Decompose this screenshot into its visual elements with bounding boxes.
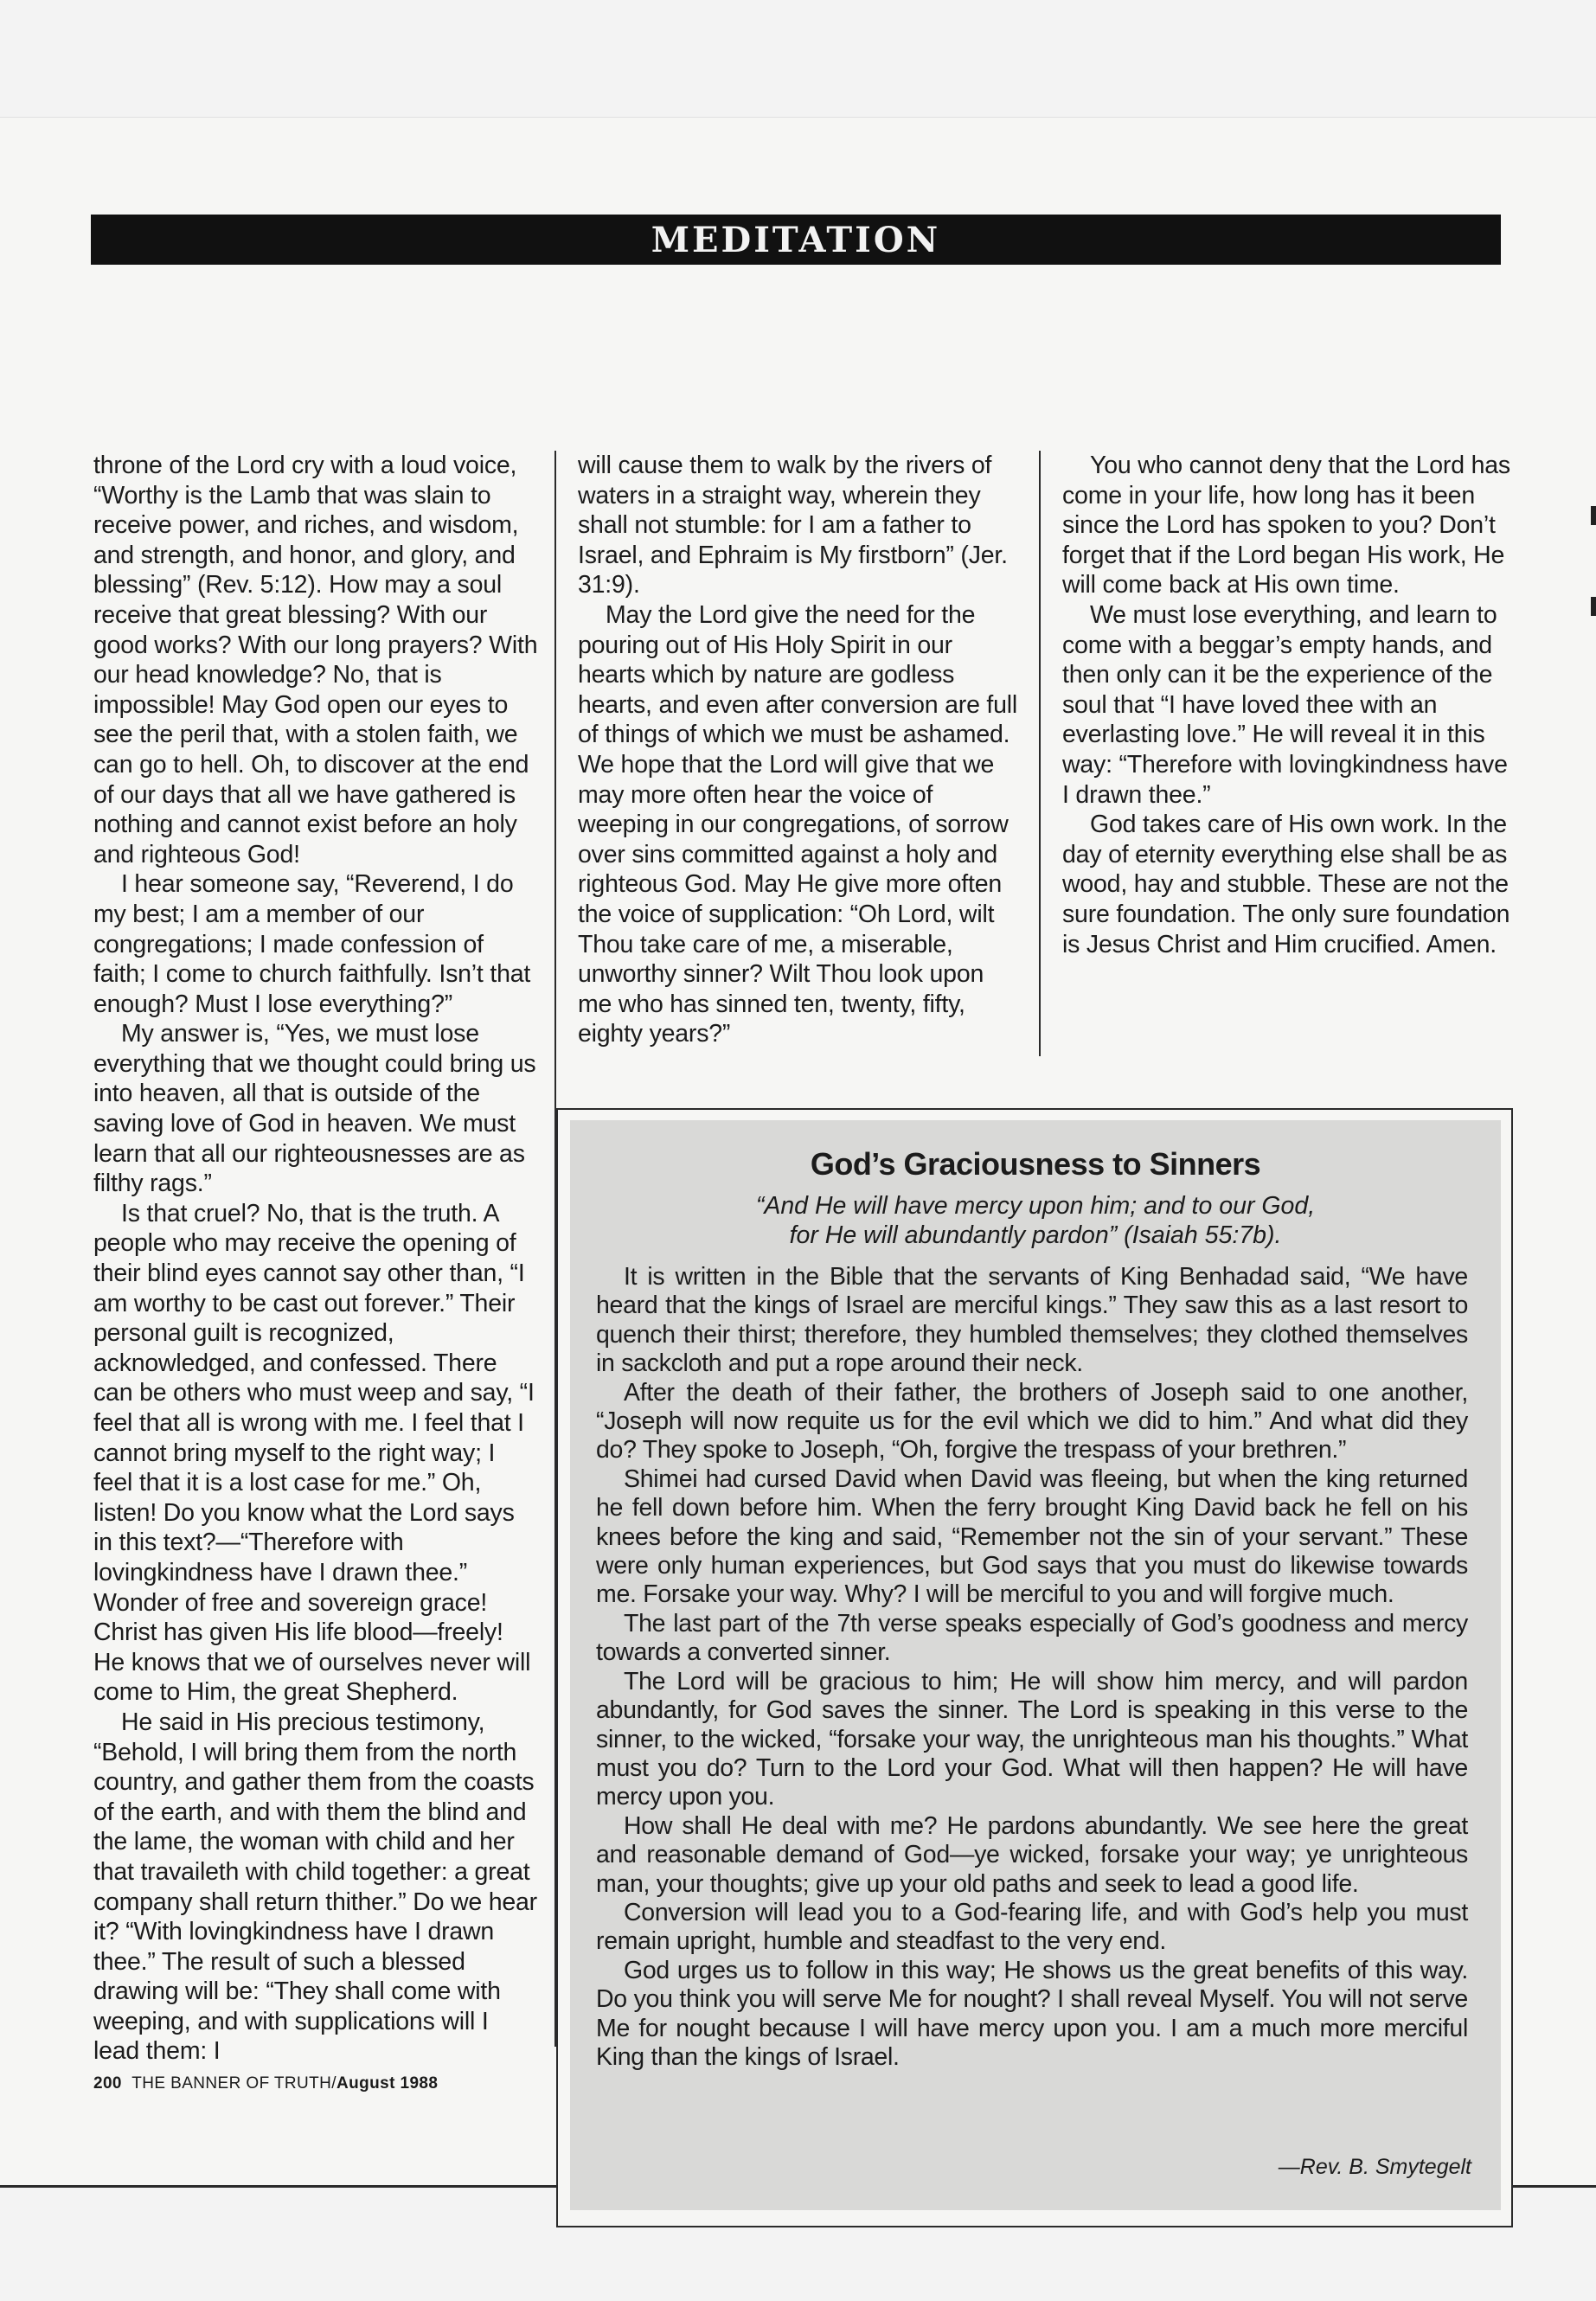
paragraph: throne of the Lord cry with a loud voice, “Worthy is the Lamb that was slain to receive power, and riches, and wisdom, and strength, and honor, and glory, and blessing” (Rev. 5:12). How may a soul receive that great blessing? With our good works? With our long prayers? With our head knowledge? No, that is impossible! May God open our eyes to see the peril that, with a stolen faith, we can go to hell. Oh, to discover at the end of our days that all we have gathered is nothing and cannot exist before an holy and righteous God! [93,452,538,868]
section-banner [91,215,1501,265]
paragraph: will cause them to walk by the rivers of waters in a straight way, wherein they shall not stumble: for I am a father to Israel, and Ephraim is My firstborn” (Jer. 31:9). [578,452,1008,599]
paragraph: The last part of the 7th verse speaks especially of God’s goodness and mercy towards a converted sinner. [596,1609,1468,1667]
paragraph: My answer is, “Yes, we must lose everything that we thought could bring us into heaven, all that is outside of the saving love of God in heaven. We must learn that all our righteousnesses are as filthy rags.” [93,1020,536,1198]
paragraph: You who cannot deny that the Lord has come in your life, how long has it been since the Lord has spoken to you? Don’t forget that if the Lord began His work, He will come back at His own time. [1062,452,1510,599]
paragraph: The Lord will be gracious to him; He will show him mercy, and will pardon abundantly, for God saves the sinner. The Lord is speaking in this verse to the sinner, to the wicked, “forsake your way, the unrighteous man his thoughts.” What must you do? Turn to the Lord your God. What will then happen? He will have mercy upon you. [596,1667,1468,1811]
sidebar-panel [570,1120,1501,2210]
paragraph: He said in His precious testimony, “Behold, I will bring them from the north country, and gather them from the coasts of the earth, and with them the blind and the lame, the woman with child and her that travaileth with child together: a great company shall return thither.” Do we hear it? “With lovingkindness have I drawn thee.” The result of such a blessed drawing will be: “They shall come with weeping, and with supplications will I lead them: I [93,1708,537,2066]
article-column-2 [578,451,1021,1049]
sidebar-box [556,1108,1513,2227]
paragraph: May the Lord give the need for the pouring out of His Holy Spirit in our hearts which by nature are godless hearts, and even after conversion are full of things of which we must be ashamed. We hope that the Lord will give that we may more often hear the voice of weeping in our congregations, of sorrow over sins committed against a holy and righteous God. May He give more often the voice of supplication: “Oh Lord, wilt Thou take care of me, a miserable, unworthy sinner? Wilt Thou look upon me who has sinned ten, twenty, fifty, eighty years?” [578,600,1018,1048]
paragraph: How shall He deal with me? He pardons abundantly. We see here the great and reasonable demand of God—ye wicked, forsake your way; ye unrighteous man, your thoughts; give up your old paths and seek to lead a good life. [596,1811,1468,1898]
column-divider [1039,451,1041,1056]
paragraph: Is that cruel? No, that is the truth. A people who may receive the opening of their blind eyes cannot say other than, “I am worthy to be cast out forever.” Their personal guilt is recognized, acknowledged, and confessed. There can be others who must weep and say, “I feel that all is wrong with me. I feel that I cannot bring myself to the right way; I feel that it is a lost case for me.” Oh, listen! Do you know what the Lord says in this text?—“Therefore with lovingkindness have I drawn thee.” Wonder of free and sovereign grace! Christ has given His life blood—freely! He knows that we of ourselves never will come to Him, the great Shepherd. [93,1199,535,1707]
sidebar-signature: —Rev. B. Smytegelt [1278,2155,1471,2179]
article-column-3 [1062,451,1512,959]
magazine-page [0,117,1596,2188]
scan-edge-mark [1591,506,1596,525]
verse-line: “And He will have mercy upon him; and to our God, [755,1192,1316,1220]
scan-edge-mark [1591,597,1596,616]
sidebar-verse [570,1191,1501,1250]
paragraph: We must lose everything, and learn to come with a beggar’s empty hands, and then only can it be the experience of the soul that “I have loved thee with an everlasting love.” He will reveal it in this way: “Therefore with lovingkindness have I drawn thee.” [1062,600,1508,809]
publication-name: THE BANNER OF TRUTH/ [131,2074,337,2093]
paragraph: Conversion will lead you to a God-fearing life, and with God’s help you must remain upright, humble and steadfast to the very end. [596,1898,1468,1956]
paragraph: Shimei had cursed David when David was fleeing, but when the king returned he fell down before him. When the ferry brought King David back he fell on his knees before the king and said, “Remember not the sin of your servant.” These were only human experiences, but God says that you must do likewise towards me. Forsake your way. Why? I will be merciful to you and will forgive much. [596,1465,1468,1609]
page-number: 200 [93,2074,122,2093]
paragraph: God urges us to follow in this way; He shows us the great benefits of this way. Do you think you will serve Me for nought? I shall reveal Myself. You will not serve Me for nought because I will have mercy upon you. I am a much more merciful King than the kings of Israel. [596,1956,1468,2071]
paragraph: I hear someone say, “Reverend, I do my best; I am a member of our congregations; I made confession of faith; I come to church faithfully. Isn’t that enough? Must I lose everything?” [93,870,531,1018]
sidebar-body [596,1263,1468,2072]
paragraph: After the death of their father, the brothers of Joseph said to one another, “Joseph will now requite us for the evil which we did to him.” And what did they do? They spoke to Joseph, “Oh, forgive the trespass of your brethren.” [596,1378,1468,1465]
section-title: MEDITATION [651,219,941,260]
page-footer [93,2074,438,2093]
sidebar-title: God’s Graciousness to Sinners [810,1146,1261,1182]
verse-line: for He will abundantly pardon” (Isaiah 55:7b). [789,1221,1282,1249]
issue-date: August 1988 [336,2074,439,2093]
article-column-1 [93,451,539,2067]
paragraph: God takes care of His own work. In the day of eternity everything else shall be as wood, hay and stubble. These are not the sure foundation. The only sure foundation is Jesus Christ and Him crucified. Amen. [1062,811,1510,958]
paragraph: It is written in the Bible that the servants of King Benhadad said, “We have heard that the kings of Israel are merciful kings.” They saw this as a last resort to quench their thirst; therefore, they humbled themselves; they clothed themselves in sackcloth and put a rope around their neck. [596,1263,1468,1378]
